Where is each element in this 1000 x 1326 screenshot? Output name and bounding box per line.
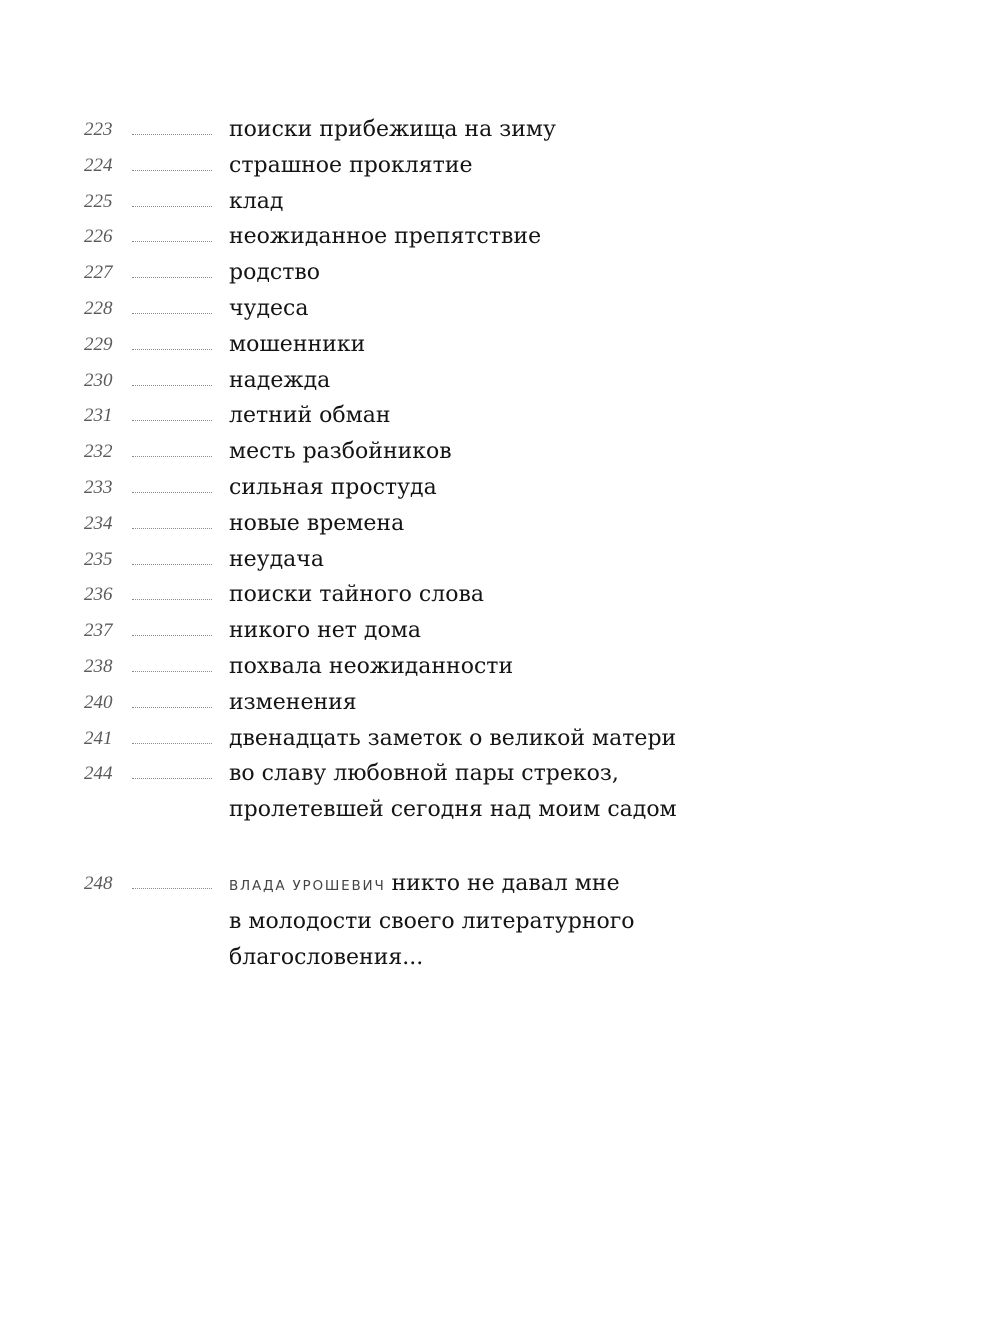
entry-title: неудача bbox=[229, 546, 324, 572]
toc-entry-225[interactable] bbox=[0, 184, 1000, 220]
toc-entry-228[interactable] bbox=[0, 291, 1000, 327]
dot-leader bbox=[132, 564, 212, 565]
page-number: 228 bbox=[84, 297, 113, 319]
afterword-entry[interactable] bbox=[0, 866, 1000, 974]
dot-leader bbox=[132, 707, 212, 708]
dot-leader bbox=[132, 349, 212, 350]
page-number: 233 bbox=[84, 476, 113, 498]
entry-title: поиски тайного слова bbox=[229, 582, 484, 608]
entry-title: мошенники bbox=[229, 331, 366, 357]
dot-leader bbox=[132, 134, 212, 135]
dot-leader bbox=[132, 385, 212, 386]
entry-title: неожиданное препятствие bbox=[229, 224, 542, 250]
entry-title: никого нет дома bbox=[229, 618, 421, 644]
toc-entry-244[interactable] bbox=[0, 756, 1000, 828]
dot-leader bbox=[132, 170, 212, 171]
entry-title: страшное проклятие bbox=[229, 152, 473, 178]
toc-entry-231[interactable] bbox=[0, 398, 1000, 434]
dot-leader bbox=[132, 277, 212, 278]
entry-title: чудеса bbox=[229, 295, 309, 321]
entry-title: надежда bbox=[229, 367, 331, 393]
entry-title-line: в молодости своего литературного bbox=[229, 909, 635, 934]
page-number: 235 bbox=[84, 548, 113, 570]
page-number: 248 bbox=[84, 873, 113, 894]
toc-entry-238[interactable] bbox=[0, 649, 1000, 685]
page-number: 229 bbox=[84, 333, 113, 355]
toc-entry-248[interactable] bbox=[0, 866, 1000, 974]
toc-entry-229[interactable] bbox=[0, 327, 1000, 363]
page-number: 237 bbox=[84, 620, 113, 642]
entry-title-line: пролетевшей сегодня над моим садом bbox=[229, 797, 677, 823]
toc-entry-224[interactable] bbox=[0, 148, 1000, 184]
entry-title: похвала неожиданности bbox=[229, 653, 514, 679]
page-number: 224 bbox=[84, 154, 113, 176]
page-number: 238 bbox=[84, 655, 113, 677]
dot-leader bbox=[132, 888, 212, 889]
page-number: 227 bbox=[84, 262, 113, 284]
entry-title: родство bbox=[229, 260, 320, 286]
page-number: 240 bbox=[84, 691, 113, 713]
author-name: ВЛАДА УРОШЕВИЧ bbox=[229, 878, 386, 894]
entry-title: месть разбойников bbox=[229, 439, 452, 465]
dot-leader bbox=[132, 313, 212, 314]
page-number: 226 bbox=[84, 226, 113, 248]
toc-entry-241[interactable] bbox=[0, 721, 1000, 757]
toc-entry-233[interactable] bbox=[0, 470, 1000, 506]
page-number: 234 bbox=[84, 512, 113, 534]
toc-entry-232[interactable] bbox=[0, 434, 1000, 470]
page-number: 236 bbox=[84, 584, 113, 606]
page-number: 231 bbox=[84, 405, 113, 427]
dot-leader bbox=[132, 456, 212, 457]
toc-entry-226[interactable] bbox=[0, 219, 1000, 255]
toc-entry-223[interactable] bbox=[0, 112, 1000, 148]
entry-title: новые времена bbox=[229, 510, 405, 536]
table-of-contents bbox=[0, 112, 1000, 828]
dot-leader bbox=[132, 778, 212, 779]
toc-entry-230[interactable] bbox=[0, 363, 1000, 399]
entry-title bbox=[229, 756, 749, 828]
entry-title-line: благословения... bbox=[229, 945, 424, 970]
page-number: 223 bbox=[84, 119, 113, 140]
toc-entry-234[interactable] bbox=[0, 506, 1000, 542]
dot-leader bbox=[132, 492, 212, 493]
dot-leader bbox=[132, 206, 212, 207]
entry-title: летний обман bbox=[229, 403, 391, 429]
page-number: 244 bbox=[84, 763, 113, 785]
toc-entry-237[interactable] bbox=[0, 613, 1000, 649]
toc-entry-235[interactable] bbox=[0, 542, 1000, 578]
dot-leader bbox=[132, 528, 212, 529]
entry-title: сильная простуда bbox=[229, 474, 437, 500]
toc-entry-227[interactable] bbox=[0, 255, 1000, 291]
page-number: 230 bbox=[84, 369, 113, 391]
entry-title: клад bbox=[229, 188, 284, 214]
page-number: 232 bbox=[84, 441, 113, 463]
dot-leader bbox=[132, 599, 212, 600]
page-number: 241 bbox=[84, 727, 113, 749]
dot-leader bbox=[132, 635, 212, 636]
entry-title: двенадцать заметок о великой матери bbox=[229, 725, 677, 751]
dot-leader bbox=[132, 671, 212, 672]
toc-entry-236[interactable] bbox=[0, 577, 1000, 613]
entry-title-line: никто не давал мне bbox=[391, 871, 620, 896]
entry-title-line: во славу любовной пары стрекоз, bbox=[229, 761, 619, 787]
entry-title bbox=[229, 866, 829, 976]
entry-title: изменения bbox=[229, 689, 357, 715]
dot-leader bbox=[132, 241, 212, 242]
dot-leader bbox=[132, 420, 212, 421]
dot-leader bbox=[132, 743, 212, 744]
page-number: 225 bbox=[84, 190, 113, 212]
entry-title: поиски прибежища на зиму bbox=[229, 117, 556, 142]
toc-entry-240[interactable] bbox=[0, 685, 1000, 721]
